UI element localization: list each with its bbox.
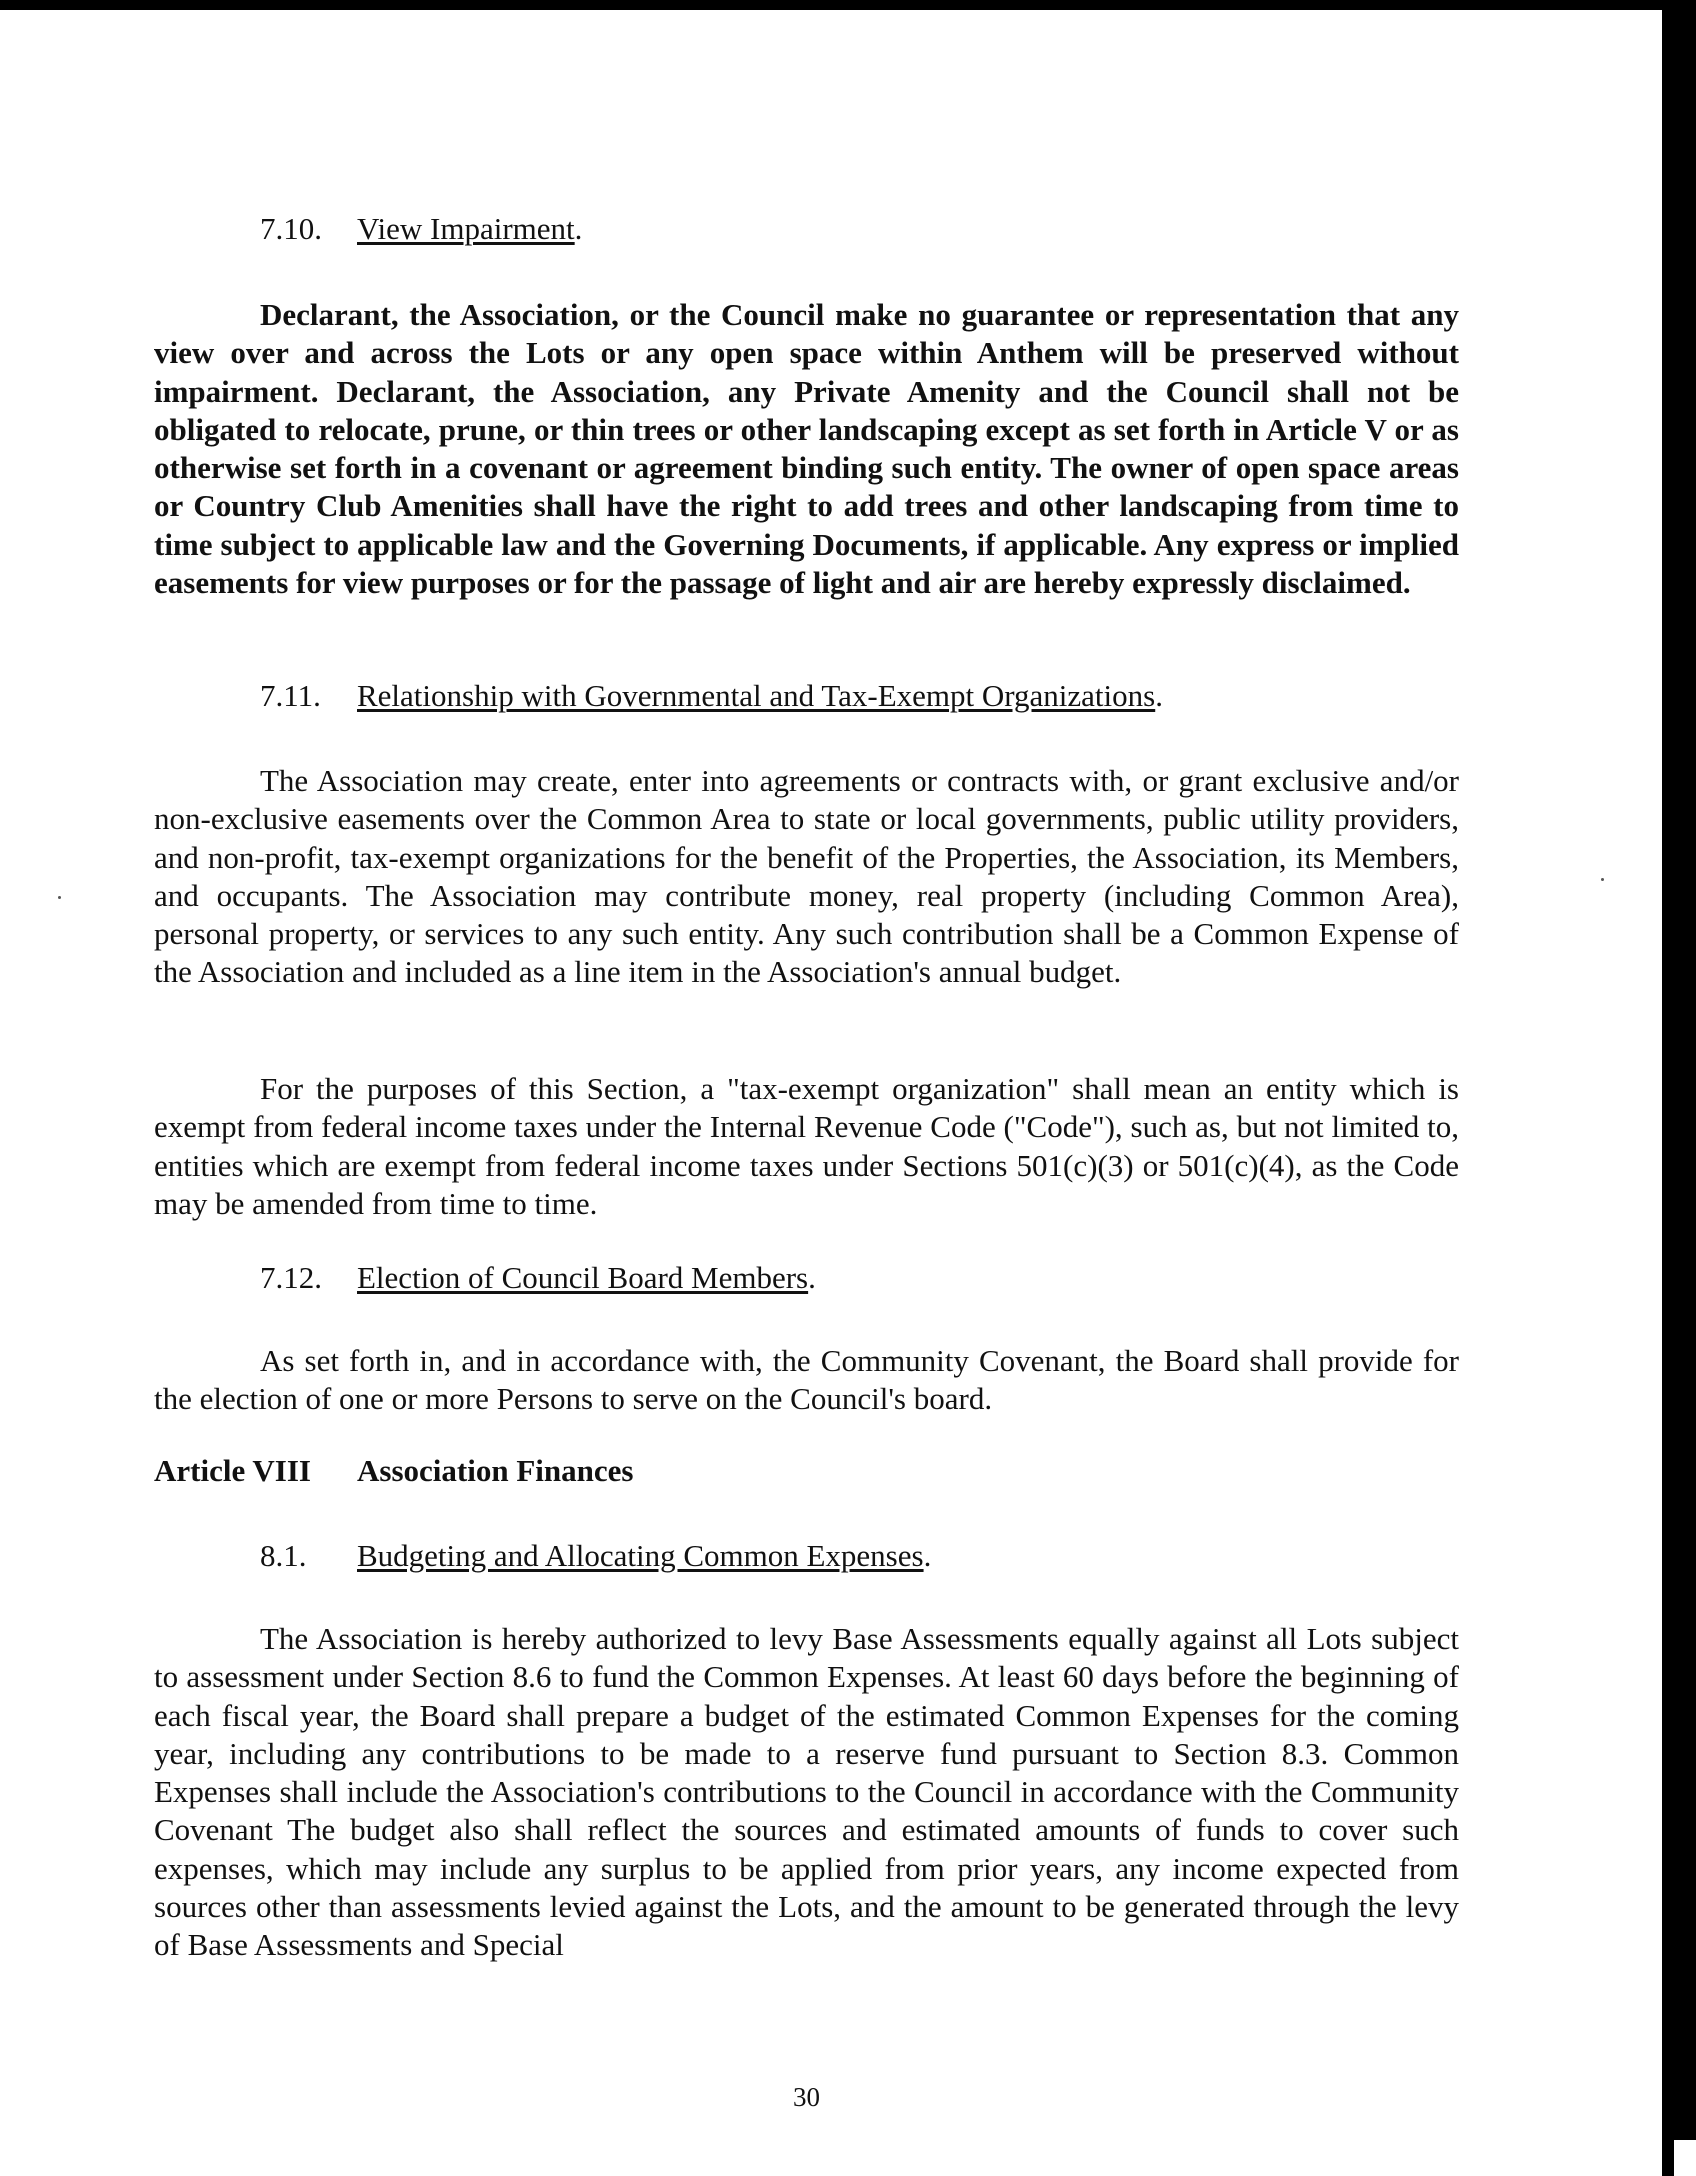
section-title-period: . <box>574 211 583 246</box>
scan-speck <box>58 896 61 899</box>
scan-speck <box>1601 878 1604 881</box>
section-title: Relationship with Governmental and Tax-Exempt Organizations <box>357 678 1156 713</box>
section-number: 8.1. <box>260 1538 307 1573</box>
section-heading-7-10 <box>260 210 582 248</box>
scan-border-top <box>0 0 1696 10</box>
section-body-7-12: As set forth in, and in accordance with, the Community Covenant, the Board shall provide for the election of one or more Persons to serve on the Council's board. <box>154 1343 1459 1417</box>
section-title: Budgeting and Allocating Common Expenses <box>357 1538 924 1573</box>
article-title: Association Finances <box>357 1453 634 1488</box>
section-body-8-1: The Association is hereby authorized to levy Base Assessments equally against all Lots subject to assessment under Section 8.6 to fund the Common Expenses. At least 60 days before the beginning of each fiscal year, the Board shall prepare a budget of the estimated Common Expenses for the coming year, including any contributions to be made to a reserve fund pursuant to Section 8.3. Common Expenses shall include the Association's contributions to the Council in accordance with the Community Covenant The budget also shall reflect the sources and estimated amounts of funds to cover such expenses, which may include any surplus to be applied from prior years, any income expected from sources other than assessments levied against the Lots, and the amount to be generated through the levy of Base Assessments and Special <box>154 1621 1459 1963</box>
section-heading-7-12 <box>260 1259 816 1297</box>
scan-border-right <box>1662 0 1696 2176</box>
section-number: 7.11. <box>260 678 321 713</box>
article-heading <box>154 1452 633 1490</box>
section-title-period: . <box>923 1538 932 1573</box>
scan-border-notch <box>1674 2140 1696 2176</box>
section-heading-8-1 <box>260 1537 931 1575</box>
section-title-period: . <box>1155 678 1163 713</box>
section-body-7-10: Declarant, the Association, or the Council make no guarantee or representation that any view over and across the Lots or any open space within Anthem will be preserved without impairment. Declarant, the Association, any Private Amenity and the Council shall not be obligated to relocate, prune, or thin trees or other landscaping except as set forth in Article V or as otherwise set forth in a covenant or agreement binding such entity. The owner of open space areas or Country Club Amenities shall have the right to add trees and other landscaping from time to time subject to applicable law and the Governing Documents, if applicable. Any express or implied easements for view purposes or for the passage of light and air are hereby expressly disclaimed. <box>154 297 1459 601</box>
section-title: Election of Council Board Members <box>357 1260 809 1295</box>
section-number: 7.12. <box>260 1260 322 1295</box>
article-label: Article VIII <box>154 1453 311 1488</box>
section-title-period: . <box>808 1260 816 1295</box>
section-heading-7-11 <box>260 677 1163 715</box>
section-number: 7.10. <box>260 211 322 246</box>
page-number: 30 <box>793 2082 820 2112</box>
section-title: View Impairment <box>357 211 575 246</box>
section-body-7-11-paragraph-2: For the purposes of this Section, a "tax-exempt organization" shall mean an entity which is exempt from federal income taxes under the Internal Revenue Code ("Code"), such as, but not limited to, entities which are exempt from federal income taxes under Sections 501(c)(3) or 501(c)(4), as the Code may be amended from time to time. <box>154 1071 1459 1221</box>
section-body-7-11-paragraph-1: The Association may create, enter into agreements or contracts with, or grant exclusive and/or non-exclusive easements over the Common Area to state or local governments, public utility providers, and non-profit, tax-exempt organizations for the benefit of the Properties, the Association, its Members, and occupants. The Association may contribute money, real property (including Common Area), personal property, or services to any such entity. Any such contribution shall be a Common Expense of the Association and included as a line item in the Association's annual budget. <box>154 763 1459 990</box>
